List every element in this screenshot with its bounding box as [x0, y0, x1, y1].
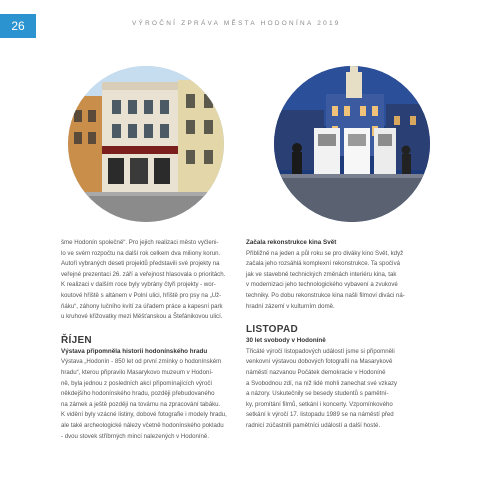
street-building-photo-icon [68, 66, 224, 222]
exhibition-square-photo-icon [274, 66, 430, 222]
text-line: K vidění byly vzácné listiny, dobové fotografie i modely hradu, [61, 411, 227, 419]
text-line: koutové hřiště s altánem v Polní ulici, hřiště pro psy na „Už- [61, 291, 222, 299]
text-line: Autoři vybraných deseti projektů představili své projekty na [61, 260, 220, 268]
text-line: začala jeho rozsáhlá komplexní rekonstrukce. Ta spočívá [246, 260, 401, 268]
text-line: na zámek a ještě později na továrnu na zpracování tabáku. [61, 400, 221, 408]
text-line: ně, byla jednou z posledních akcí připomínajících výročí [61, 379, 213, 387]
text-line: ky, promítání filmů, setkání i koncerty. Vzpomínkového [246, 400, 393, 408]
text-line: jak ve stavebně technických změnách interiéru kina, tak [246, 270, 397, 278]
section-heading: 30 let svobody v Hodoníně [246, 337, 326, 345]
text-line: - dvou stovek stříbrných mincí nalezených v Hodoníně. [61, 432, 210, 440]
text-line: v modernizaci jeho technologického vybavení a zvukové [246, 281, 398, 289]
text-line: venkovní výstavou dobových fotografií na Masarykově [246, 358, 393, 366]
text-line: a Svobodnou zdí, na níž lidé mohli zanechat své vzkazy [246, 379, 398, 387]
page-number: 26 [0, 14, 36, 38]
running-head: VÝROČNÍ ZPRÁVA MĚSTA HODONÍNA 2019 [132, 20, 341, 27]
text-line: náměstí nazvanou Počátek demokracie v Hodoníně [246, 368, 386, 376]
text-line: u kruhové křižovatky mezi Měšťanskou a Štefánikovou ulicí. [61, 313, 223, 321]
text-line: lo ve svém rozpočtu na další rok celkem dva miliony korun. [61, 249, 221, 257]
text-line: hradní zázemí v kulturním domě. [246, 302, 335, 310]
text-line: veřejné prezentaci 26. září a veřejnost hlasovala o prioritách. [61, 270, 226, 278]
text-line: ale také archeologické nálezy včetně hodonínského pokladu [61, 421, 224, 429]
text-line: hradu“, kterou připravilo Masarykovo muzeum v Hodoní- [61, 368, 214, 376]
text-line: radnicí zúčastnili pamětníci událostí a další hosté. [246, 421, 381, 429]
text-line: Třicáté výročí listopadových událostí jsme si připomněli [246, 347, 395, 355]
right-column [246, 238, 436, 432]
section-heading: Výstava připomněla historii hodonínského hradu [61, 347, 208, 355]
text-line: ňáku“, záhony lučního kvítí za úřadem práce a kapesní park [61, 302, 223, 310]
text-line: a názory. Uskutečnily se besedy studentů s pamětní- [246, 390, 389, 398]
left-column [61, 238, 245, 442]
text-line: K realizaci v dalším roce byly vybrány čtyři projekty - wor- [61, 281, 216, 289]
text-line: techniky. Po dobu rekonstrukce kina našli filmoví diváci ná- [246, 291, 405, 299]
text-line: setkání k výročí 17. listopadu 1989 se na náměstí před [246, 411, 394, 419]
text-line: někdejšího hodonínského hradu, později přebudovaného [61, 390, 215, 398]
month-heading-november: LISTOPAD [246, 324, 299, 336]
section-heading: Začala rekonstrukce kina Svět [246, 239, 337, 246]
text-line: šme Hodonín společně“. Pro jejich realizaci město vyčleni- [61, 239, 219, 246]
text-line: Výstava „Hodonín - 850 let od první zmínky o hodonínském [61, 358, 222, 366]
text-line: Přibližně na jeden a půl roku se pro diváky kino Svět, když [246, 249, 404, 257]
month-heading-october: ŘÍJEN [61, 334, 92, 346]
